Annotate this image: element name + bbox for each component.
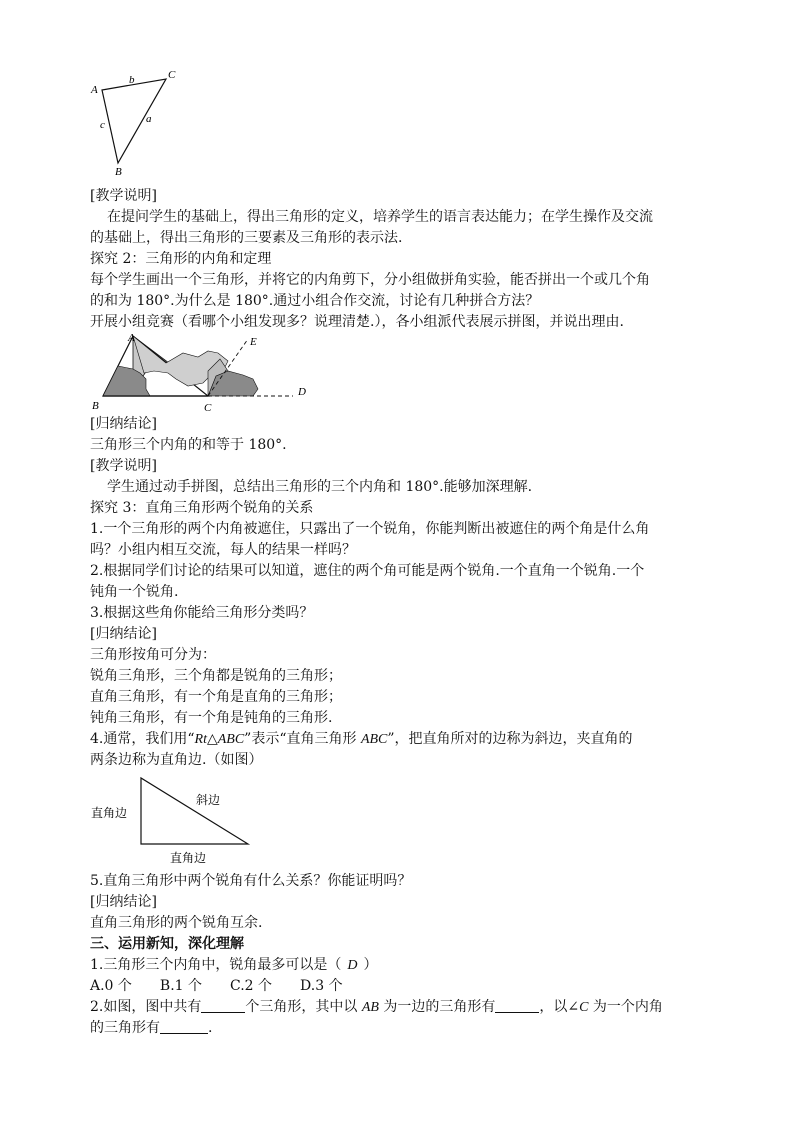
exercise-1-question: 1.三角形三个内角中，锐角最多可以是（: [90, 957, 342, 973]
leg-label-left: 直角边: [91, 806, 128, 820]
puzzle-label-a: A: [128, 332, 135, 344]
inquiry-3-item-5: 5.直角三角形中两个锐角有什么关系？你能证明吗？: [90, 873, 412, 889]
inquiry-3-item-2a: 2.根据同学们讨论的结果可以知道，遮住的两个角可能是两个锐角.一个直角一个锐角.一个: [90, 563, 645, 579]
blank-triangle-count[interactable]: [201, 998, 245, 1013]
inquiry-2-text-2: 的和为 180°.为什么是 180°.通过小组合作交流，讨论有几种拼合方法？: [90, 293, 540, 309]
side-label-b: b: [129, 74, 135, 86]
classification-right: 直角三角形，有一个角是直角的三角形；: [90, 689, 342, 705]
exercise-1-answer: D: [347, 958, 358, 973]
vertex-label-a: A: [91, 84, 98, 96]
exercise-2a: [90, 997, 740, 1018]
inquiry-3-item-4a: [90, 729, 740, 750]
puzzle-label-e: E: [250, 336, 257, 348]
teaching-note-heading-1: [教学说明]: [90, 188, 157, 204]
inquiry-3-item-3: 3.根据这些角你能给三角形分类吗？: [90, 605, 314, 621]
teaching-note-text-3: 学生通过动手拼图，总结出三角形的三个内角和 180°.能够加深理解.: [107, 479, 533, 495]
blank-angle-c-count[interactable]: [160, 1019, 208, 1034]
side-label-a: a: [146, 113, 152, 125]
exercise-1-options: A.0 个 B.1 个 C.2 个 D.3 个: [90, 978, 343, 994]
puzzle-label-d: D: [298, 386, 306, 398]
section-3-heading: 三、运用新知，深化理解: [90, 936, 244, 952]
right-triangle-figure: [88, 770, 268, 868]
c-notation: C: [579, 1000, 589, 1015]
exercise-2-text-1: 2.如图，图中共有: [90, 999, 202, 1015]
blank-ab-count[interactable]: [495, 998, 539, 1013]
puzzle-label-b: B: [92, 400, 99, 412]
teaching-note-text-2: 的基础上，得出三角形的三要素及三角形的表示法.: [90, 230, 403, 246]
exercise-2b: [90, 1018, 740, 1039]
inquiry-2-heading: 探究 2：三角形的内角和定理: [90, 251, 272, 267]
exercise-1: [90, 955, 740, 976]
inquiry-3-heading: 探究 3：直角三角形两个锐角的关系: [90, 500, 314, 516]
hypotenuse-label: 斜边: [196, 793, 221, 807]
puzzle-label-c: C: [204, 402, 212, 413]
teaching-note-text-1: 在提问学生的基础上，得出三角形的定义，培养学生的语言表达能力；在学生操作及交流: [107, 209, 653, 225]
conclusion-heading-2: [归纳结论]: [90, 626, 157, 642]
triangle-abc-figure: [88, 66, 188, 178]
classification-acute: 锐角三角形，三个角都是锐角的三角形；: [90, 668, 342, 684]
conclusion-text-3: 直角三角形的两个锐角互余.: [90, 915, 263, 931]
exercise-2-text-4: ，以∠: [539, 999, 580, 1015]
leg-label-bottom: 直角边: [170, 851, 207, 865]
teaching-note-heading-2: [教学说明]: [90, 458, 157, 474]
inquiry-2-text-1: 每个学生画出一个三角形，并将它的内角剪下，分小组做拼角实验，能否拼出一个或几个角: [90, 272, 650, 288]
abc-notation: ABC: [360, 732, 388, 747]
angle-sum-puzzle-figure: [88, 331, 328, 413]
vertex-label-b: B: [115, 166, 122, 178]
conclusion-heading-3: [归纳结论]: [90, 894, 157, 910]
conclusion-text-1: 三角形三个内角的和等于 180°.: [90, 437, 287, 453]
inquiry-3-item-1b: 吗？小组内相互交流，每人的结果一样吗？: [90, 542, 356, 558]
item-4-text-1: 4.通常，我们用“: [90, 731, 195, 747]
exercise-2-text-2: 个三角形，其中以: [245, 999, 362, 1015]
inquiry-3-item-4b: 两条边称为直角边.（如图）: [90, 752, 263, 768]
inquiry-3-item-1a: 1.一个三角形的两个内角被遮住，只露出了一个锐角，你能判断出被遮住的两个角是什么角: [90, 521, 650, 537]
exercise-2-text-6: 的三角形有: [90, 1020, 160, 1036]
conclusion-heading-1: [归纳结论]: [90, 416, 157, 432]
side-label-c: c: [100, 119, 105, 131]
right-triangle-shape: [141, 778, 248, 844]
vertex-label-c: C: [168, 69, 176, 81]
exercise-2-period: .: [208, 1020, 213, 1036]
inquiry-2-text-3: 开展小组竞赛（看哪个小组发现多？说理清楚.），各小组派代表展示拼图，并说出理由.: [90, 314, 624, 330]
exercise-2-text-3: 为一边的三角形有: [378, 999, 496, 1015]
exercise-2-text-5: 为一个内角: [588, 999, 663, 1015]
item-4-text-2: ”表示“直角三角形: [244, 731, 361, 747]
inquiry-3-item-2b: 钝角一个锐角.: [90, 584, 179, 600]
classification-obtuse: 钝角三角形，有一个角是钝角的三角形.: [90, 710, 333, 726]
classification-intro: 三角形按角可分为：: [90, 647, 216, 663]
exercise-1-paren: ）: [363, 957, 378, 973]
ab-notation: AB: [361, 1000, 379, 1015]
triangle-abc-shape: [102, 79, 166, 163]
item-4-text-3: ”，把直角所对的边称为斜边，夹直角的: [387, 731, 633, 747]
rt-triangle-notation: Rt△ABC: [194, 732, 245, 747]
